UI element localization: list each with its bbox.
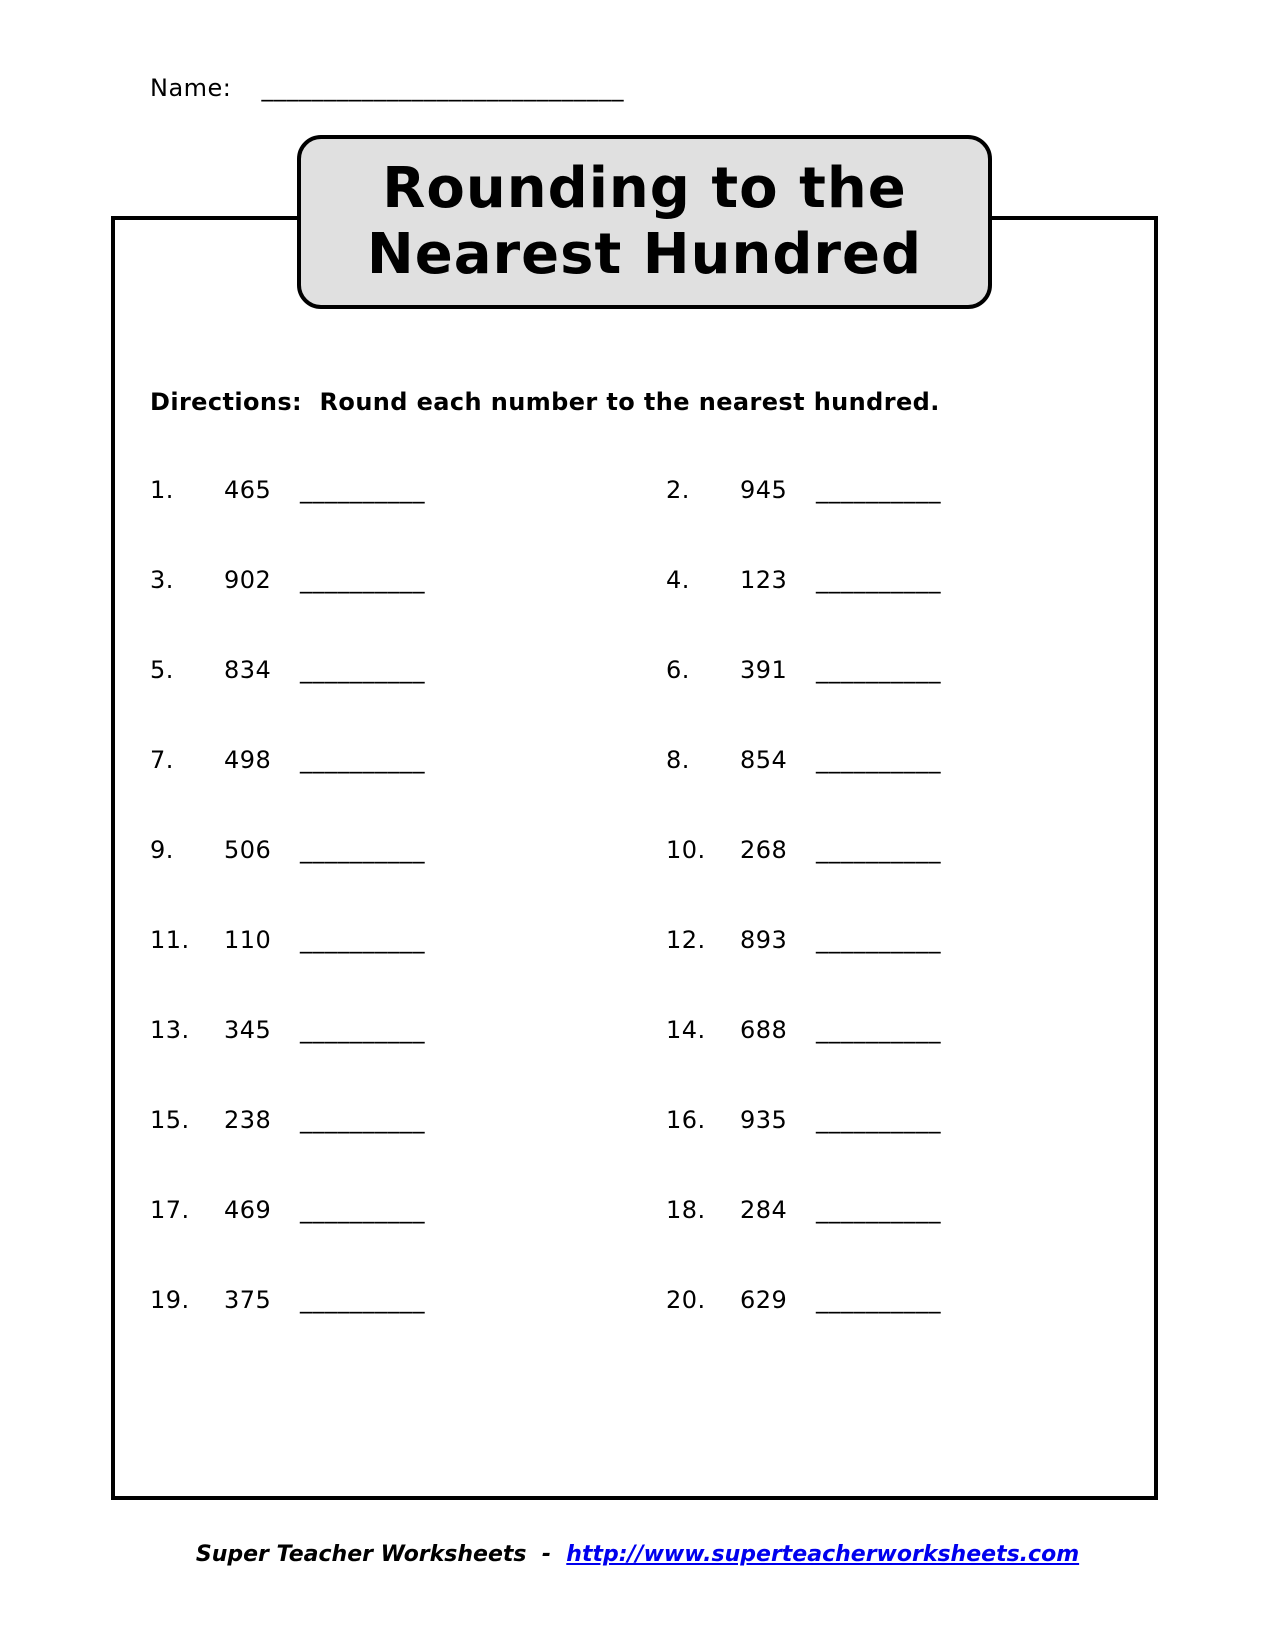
answer-blank[interactable]: __________ [816, 1286, 941, 1314]
answer-blank[interactable]: __________ [816, 926, 941, 954]
problem-value: 893 [740, 926, 788, 954]
problem-number: 7. [150, 746, 174, 774]
title-line-2: Nearest Hundred [366, 222, 923, 287]
answer-blank[interactable]: __________ [300, 1106, 425, 1134]
footer-link[interactable]: http://www.superteacherworksheets.com [566, 1542, 1080, 1567]
answer-blank[interactable]: __________ [816, 476, 941, 504]
answer-blank[interactable]: __________ [300, 1016, 425, 1044]
answer-blank[interactable]: __________ [816, 1016, 941, 1044]
answer-blank[interactable]: __________ [816, 836, 941, 864]
footer [0, 1542, 1275, 1567]
problem-number: 5. [150, 656, 174, 684]
answer-blank[interactable]: __________ [300, 566, 425, 594]
problem-value: 469 [224, 1196, 272, 1224]
problem-number: 19. [150, 1286, 190, 1314]
problem-value: 854 [740, 746, 788, 774]
problem-number: 9. [150, 836, 174, 864]
problem-value: 945 [740, 476, 788, 504]
answer-blank[interactable]: __________ [816, 1196, 941, 1224]
problem-number: 6. [666, 656, 690, 684]
answer-blank[interactable]: __________ [816, 1106, 941, 1134]
problem-number: 4. [666, 566, 690, 594]
problem-number: 15. [150, 1106, 190, 1134]
answer-blank[interactable]: __________ [300, 1196, 425, 1224]
answer-blank[interactable]: __________ [300, 746, 425, 774]
problem-number: 17. [150, 1196, 190, 1224]
problem-value: 498 [224, 746, 272, 774]
footer-brand: Super Teacher Worksheets [195, 1542, 527, 1567]
name-blank-line[interactable]: _____________________________ [261, 74, 625, 102]
problem-value: 110 [224, 926, 272, 954]
problem-value: 123 [740, 566, 788, 594]
answer-blank[interactable]: __________ [300, 1286, 425, 1314]
problem-number: 3. [150, 566, 174, 594]
problem-number: 8. [666, 746, 690, 774]
name-label: Name: [150, 74, 232, 102]
problem-value: 834 [224, 656, 272, 684]
problem-value: 345 [224, 1016, 272, 1044]
problem-value: 902 [224, 566, 272, 594]
problem-number: 18. [666, 1196, 706, 1224]
answer-blank[interactable]: __________ [300, 836, 425, 864]
problem-value: 465 [224, 476, 272, 504]
problem-number: 1. [150, 476, 174, 504]
problem-value: 935 [740, 1106, 788, 1134]
problem-value: 268 [740, 836, 788, 864]
problem-value: 506 [224, 836, 272, 864]
problem-number: 14. [666, 1016, 706, 1044]
problem-number: 16. [666, 1106, 706, 1134]
problem-value: 238 [224, 1106, 272, 1134]
footer-separator: - [526, 1542, 567, 1567]
answer-blank[interactable]: __________ [816, 656, 941, 684]
problem-number: 10. [666, 836, 706, 864]
problem-number: 11. [150, 926, 190, 954]
title-banner [297, 135, 992, 309]
problem-number: 20. [666, 1286, 706, 1314]
answer-blank[interactable]: __________ [300, 656, 425, 684]
answer-blank[interactable]: __________ [300, 926, 425, 954]
problem-number: 12. [666, 926, 706, 954]
problem-number: 2. [666, 476, 690, 504]
answer-blank[interactable]: __________ [300, 476, 425, 504]
problem-value: 391 [740, 656, 788, 684]
problem-value: 284 [740, 1196, 788, 1224]
answer-blank[interactable]: __________ [816, 746, 941, 774]
directions-text: Directions: Round each number to the nearest hundred. [150, 388, 940, 416]
name-row [150, 74, 624, 102]
problem-value: 688 [740, 1016, 788, 1044]
problem-value: 375 [224, 1286, 272, 1314]
problem-number: 13. [150, 1016, 190, 1044]
answer-blank[interactable]: __________ [816, 566, 941, 594]
title-line-1: Rounding to the [382, 156, 907, 221]
problem-value: 629 [740, 1286, 788, 1314]
